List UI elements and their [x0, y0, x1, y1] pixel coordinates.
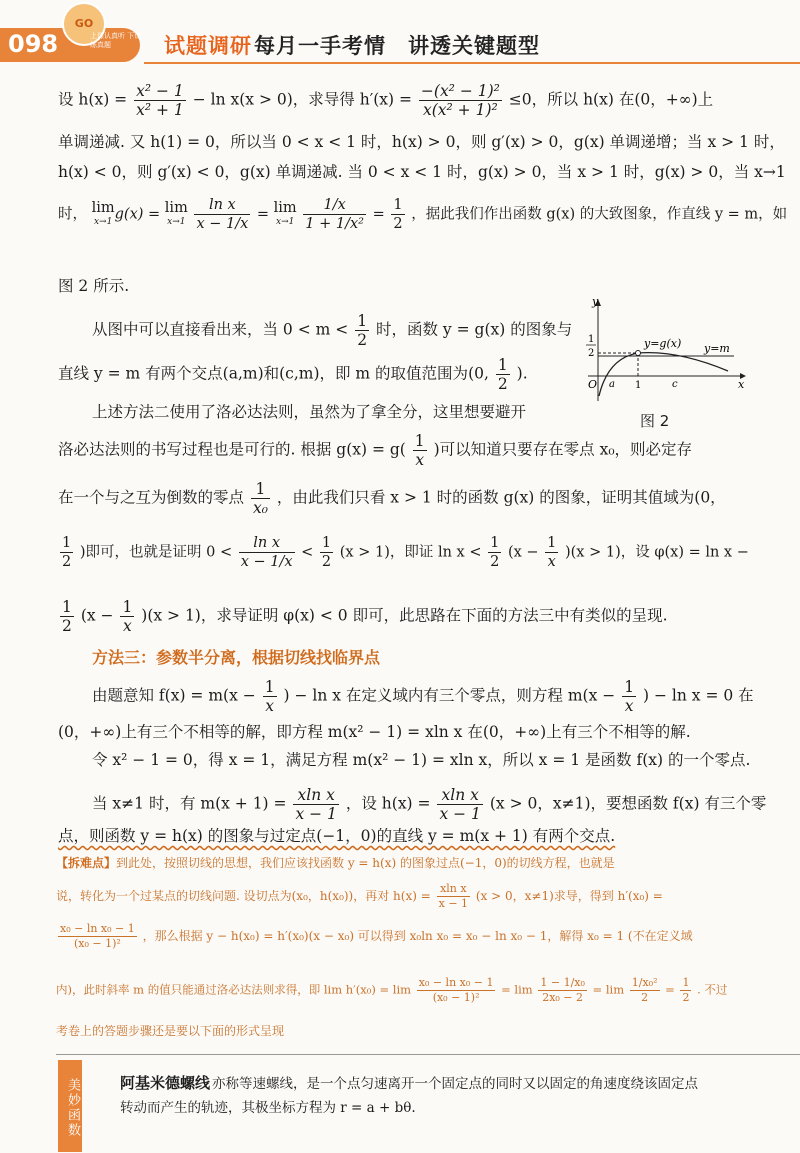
text: ≤0，所以 h(x) 在(0，+∞)上 [508, 90, 714, 109]
paragraph-1 [58, 82, 758, 119]
denominator: x₀ [252, 499, 268, 517]
text: ) − ln x = 0 在 [643, 686, 754, 705]
numerator: 1 [251, 480, 270, 499]
footer-definition-1: 亦称等速螺线，是一个点匀速离开一个固定点的同时又以固定的角速度绕该固定点 [212, 1076, 698, 1092]
fraction [60, 534, 73, 571]
half-numerator-label: 1 [588, 334, 595, 345]
numerator: 1 [490, 535, 500, 551]
numerator: x₀ − ln x₀ − 1 [60, 922, 135, 935]
text: 洛必达法则的书写过程也是可行的. 根据 g(x) = g( [58, 440, 406, 459]
note-line-3 [56, 922, 746, 951]
text: 从图中可以直接看出来，当 0 < m < [92, 320, 349, 339]
text: ，据此我们作出函数 g(x) 的大致图象，作直线 y = m，如 [411, 206, 788, 223]
paragraph-13 [92, 678, 772, 715]
origin-label: O [588, 378, 598, 391]
numerator: 1 [414, 432, 425, 450]
text: = lim [592, 982, 625, 997]
denominator: x² + 1 [136, 101, 184, 119]
denominator: (x₀ − 1)² [432, 991, 480, 1004]
denominator: 2 [62, 617, 72, 635]
denominator: x − 1 [439, 805, 481, 823]
fraction [58, 922, 137, 951]
fraction [251, 480, 270, 517]
text: ，那么根据 y − h(x₀) = h′(x₀)(x − x₀) 可以得到 x₀ln x₀ = x₀ − ln x₀ − 1，解得 x₀ = 1 (不在定义域 [142, 929, 693, 943]
fraction [545, 534, 558, 571]
denominator: x [547, 554, 556, 570]
footer-divider [56, 1054, 800, 1055]
fraction [320, 534, 333, 571]
denominator: 2 [641, 991, 649, 1004]
paragraph-6 [92, 312, 573, 349]
denominator: x − 1 [295, 805, 337, 823]
numerator: 1 [321, 535, 332, 551]
x-one-label: 1 [635, 380, 642, 391]
fraction [60, 598, 74, 635]
fraction [413, 432, 427, 469]
text: ). [516, 364, 528, 383]
text: ，设 h(x) = [345, 794, 431, 813]
denominator: 2x₀ − 2 [542, 991, 584, 1004]
numerator: 1 [624, 678, 635, 696]
denominator: x [624, 697, 634, 715]
text: (x > 1)，即证 ln x < [339, 544, 482, 561]
text: 时，函数 y = g(x) 的图象与 [376, 320, 573, 339]
lim-subscript: x→1 [167, 216, 186, 227]
numerator: 1/x₀² [631, 976, 658, 989]
numerator: −(x² − 1)² [420, 82, 500, 100]
line-label: y=m [704, 342, 730, 355]
denominator: 2 [497, 375, 508, 393]
paragraph-8: 上述方法二使用了洛必达法则，虽然为了拿全分，这里想要避开 [92, 403, 527, 421]
text: 由题意知 f(x) = m(x − [92, 686, 256, 705]
numerator: 1 [547, 535, 557, 551]
denominator: x − 1/x [240, 554, 293, 570]
y-axis-label: y [592, 296, 599, 308]
denominator: (x₀ − 1)² [73, 937, 121, 950]
denominator: 2 [393, 216, 403, 232]
fraction [680, 976, 691, 1005]
method-three-heading: 方法三：参数半分离，根据切线找临界点 [92, 648, 381, 667]
paragraph-14: (0，+∞)上有三个不相等的解，即方程 m(x² − 1) = xln x 在(0，+∞)上有三个不相等的解. [58, 723, 691, 741]
figure-2-graph [568, 296, 748, 406]
side-tab-beautiful-functions: 美妙函数 [58, 1060, 82, 1152]
numerator: xln x [437, 882, 470, 897]
fraction [239, 534, 295, 571]
text: (x − [507, 544, 539, 561]
text: 当 x≠1 时，有 m(x + 1) = [92, 794, 287, 813]
numerator: 1 [62, 598, 72, 616]
text: = [256, 206, 270, 223]
paragraph-12 [58, 598, 758, 635]
fraction [417, 976, 496, 1005]
lim-label: lim [164, 199, 188, 216]
note-line-2 [56, 882, 746, 911]
text: ，由此我们只看 x > 1 时的函数 g(x) 的图象，证明其值域为(0， [276, 488, 726, 507]
limit [274, 201, 297, 229]
text: 设 h(x) = [58, 90, 128, 109]
fraction [488, 534, 501, 571]
text: g(x) = [114, 206, 161, 223]
fraction [293, 786, 338, 823]
paragraph-3: h(x) < 0，则 g′(x) < 0，g(x) 单调递减. 当 0 < x < 1 时，g(x) > 0，当 x > 1 时，g(x) > 0，当 x→1 [58, 163, 786, 181]
fraction [630, 976, 660, 1005]
text: 直线 y = m 有两个交点(a,m)和(c,m)，即 m 的取值范围为(0, [58, 364, 489, 383]
paragraph-2: 单调递减. 又 h(1) = 0，所以当 0 < x < 1 时，h(x) > 0，则 g′(x) > 0，g(x) 单调递增；当 x > 1 时， [58, 133, 785, 151]
text: )可以知道只要存在零点 x₀，则必定存 [433, 440, 693, 459]
numerator: 1 [393, 197, 403, 213]
denominator: 2 [62, 554, 72, 570]
denominator: 2 [682, 991, 690, 1004]
note-line-4 [56, 976, 746, 1005]
fraction [355, 312, 369, 349]
numerator: ln x [194, 196, 250, 215]
fraction [303, 196, 366, 233]
denominator: 2 [490, 554, 500, 570]
fraction [134, 82, 186, 119]
denominator: x [123, 617, 132, 635]
point-c-label: c [672, 379, 678, 390]
numerator: 1 [122, 598, 133, 616]
text: = [665, 982, 675, 997]
note-line-1 [56, 852, 746, 874]
denominator: 2 [357, 331, 368, 349]
page-header [0, 0, 800, 66]
text: . 不过 [697, 982, 728, 997]
header-divider [144, 62, 800, 64]
fraction [437, 786, 482, 823]
text: )(x > 1)，设 φ(x) = ln x − [564, 544, 749, 561]
curve-label: y=g(x) [644, 337, 682, 350]
fraction [120, 598, 134, 635]
figure-2-caption: 图 2 [640, 412, 670, 430]
numerator: xln x [437, 786, 482, 805]
paragraph-7 [58, 356, 558, 393]
text: = [372, 206, 385, 223]
page-number: 098 [8, 30, 59, 58]
numerator: ln x [239, 534, 295, 553]
paragraph-9 [58, 432, 758, 469]
text: = lim [501, 982, 533, 997]
text: 到此处，按照切线的思想，我们应该找函数 y = h(x) 的图象过点(−1，0)的切线方程，也就是 [116, 856, 615, 870]
numerator: xln x [293, 786, 338, 805]
denominator: x [415, 451, 425, 469]
fraction [391, 196, 404, 233]
header-slogan: 每月一手考情 讲透关键题型 [254, 34, 540, 58]
paragraph-17-key-conclusion: 点，则函数 y = h(x) 的图象与过定点(−1，0)的直线 y = m(x + 1) 有两个交点. [58, 827, 616, 845]
brand-logo-icon: GO [62, 2, 106, 46]
denominator: x(x² + 1)² [423, 101, 498, 119]
numerator: 1 [264, 678, 275, 696]
fraction [538, 976, 587, 1005]
footer-definition-2: 转动而产生的轨迹，其极坐标方程为 r = a + bθ. [120, 1100, 416, 1116]
text: lim h′(x₀) = lim [323, 982, 412, 997]
lim-subscript: x→1 [276, 216, 295, 227]
paragraph-11 [58, 534, 758, 571]
text: (x > 0，x≠1)，要想函数 f(x) 有三个零 [489, 794, 767, 813]
half-denominator-label: 2 [588, 348, 595, 359]
lim-subscript: x→1 [93, 216, 113, 227]
text: )(x > 1)，求导证明 φ(x) < 0 即可，此思路在下面的方法三中有类似的呈现. [141, 606, 668, 625]
lim-label: lim [91, 199, 115, 216]
fraction [419, 82, 502, 119]
text: < [301, 544, 314, 561]
brand-motto: 上课认真听 下课练真题 [90, 32, 142, 49]
denominator: x [265, 697, 274, 715]
text: 说，转化为一个过某点的切线问题. 设切点为(x₀，h(x₀))，再对 h(x) = [56, 889, 431, 903]
paragraph-5: 图 2 所示. [58, 277, 130, 295]
paragraph-15: 令 x² − 1 = 0，得 x = 1，满足方程 m(x² − 1) = xln x，所以 x = 1 是函数 f(x) 的一个零点. [92, 751, 751, 769]
lim-label: lim [273, 199, 297, 216]
text: ) − ln x 在定义域内有三个零点，则方程 m(x − [283, 686, 616, 705]
footer-term: 阿基米德螺线 [120, 1074, 211, 1092]
numerator: 1 [357, 312, 368, 330]
section-title: 试题调研 [164, 34, 252, 58]
numerator: x₀ − ln x₀ − 1 [418, 976, 494, 989]
numerator: 1 [682, 976, 690, 989]
point-a-label: a [609, 379, 615, 390]
text: 内)，此时斜率 m 的值只能通过洛必达法则求得，即 [56, 982, 321, 997]
text: − ln x(x > 0)，求导得 h′(x) = [192, 90, 412, 109]
numerator: 1/x [303, 196, 366, 215]
limit [92, 201, 115, 229]
open-point-icon [636, 351, 641, 356]
denominator: 1 + 1/x² [305, 216, 364, 232]
numerator: 1 [497, 356, 508, 374]
limit [165, 201, 188, 229]
fraction [194, 196, 250, 233]
text: )即可，也就是证明 0 < [79, 544, 233, 561]
numerator: x² − 1 [136, 82, 184, 100]
fraction [437, 882, 470, 911]
denominator: 2 [321, 554, 332, 570]
text: 时， [58, 206, 87, 223]
numerator: 1 [62, 535, 72, 551]
note-tag: 【拆难点】 [56, 856, 117, 870]
fraction [496, 356, 510, 393]
curve-g-of-x [599, 353, 728, 396]
text: 在一个与之互为倒数的零点 [58, 488, 245, 507]
paragraph-10 [58, 480, 758, 517]
fraction [263, 678, 277, 715]
text: (x − [80, 606, 114, 625]
fraction [622, 678, 636, 715]
denominator: x − 1 [438, 897, 469, 910]
denominator: x − 1/x [196, 216, 249, 232]
paragraph-4 [58, 196, 788, 233]
note-line-5: 考卷上的答题步骤还是要以下面的形式呈现 [56, 1024, 285, 1038]
numerator: 1 − 1/x₀ [540, 976, 585, 989]
x-axis-label: x [738, 378, 745, 391]
text: (x > 0，x≠1)求导，得到 h′(x₀) = [475, 889, 663, 903]
paragraph-16 [92, 786, 772, 823]
